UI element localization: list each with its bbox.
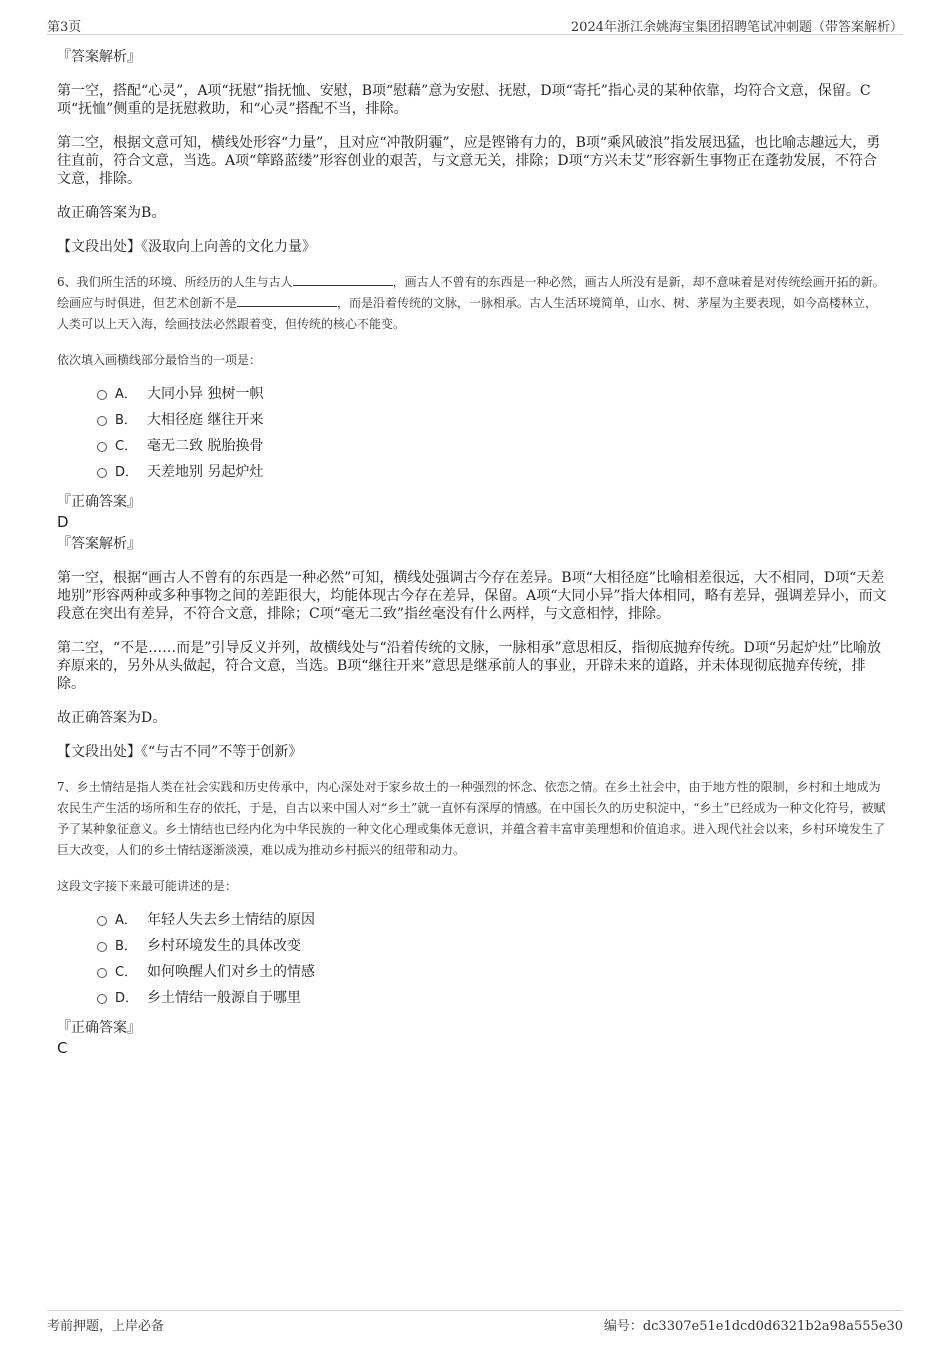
radio-icon[interactable]	[97, 468, 107, 478]
blank-line	[293, 273, 393, 286]
q5-source: 【文段出处】《汲取向上向善的文化力量》	[57, 239, 316, 255]
q5-conclusion: 故正确答案为B。	[57, 205, 166, 221]
document-title: 2024年浙江余姚海宝集团招聘笔试冲刺题（带答案解析）	[570, 20, 903, 35]
q5-analysis-paragraph-2: 第二空，根据文意可知，横线处形容“力量”，且对应“冲散阴霾”，应是铿锵有力的，B项“乘风破浪”指发展迅猛，也比喻志趣远大，勇往直前，符合文意，当选。A项“筚路蓝缕”形容创业的艰苦，与文意无关，排除；D项“方兴未艾”形容新生事物正在蓬勃发展，不符合文意，排除。	[57, 135, 881, 187]
radio-icon[interactable]	[97, 390, 107, 400]
radio-icon[interactable]	[97, 994, 107, 1004]
page-footer	[47, 1310, 903, 1335]
q7-correct-label: 『正确答案』	[57, 1020, 141, 1036]
footer-slogan: 考前押题，上岸必备	[47, 1319, 165, 1334]
q6-answer: D	[57, 513, 69, 531]
q7-option-c[interactable]: C． 如何唤醒人们对乡土的情感	[97, 959, 888, 985]
q6-correct-label: 『正确答案』	[57, 494, 141, 510]
q6-stem: 6、我们所生活的环境、所经历的人生与古人 ，画古人不曾有的东西是一种必然，画古人所没有是新，却不意味着是对传统绘画开拓的新。绘画应与时俱进，但艺术创新不是 ，而是沿着传统的文脉，一脉相承。古人生活环境简单，山水、树、茅屋为主要表现，如今高楼林立，人类可以上天入海，绘画技法必然跟着变，但传统的核心不能变。	[57, 275, 885, 331]
radio-icon[interactable]	[97, 416, 107, 426]
q7-option-d[interactable]: D． 乡土情结一般源自于哪里	[97, 985, 888, 1011]
q6-analysis-label: 『答案解析』	[57, 536, 141, 552]
q7-answer: C	[57, 1039, 68, 1057]
page-content	[57, 44, 888, 1057]
radio-icon[interactable]	[97, 942, 107, 952]
q6-analysis-paragraph-1: 第一空，根据“画古人不曾有的东西是一种必然”可知，横线处强调古今存在差异。B项“大相径庭”比喻相差很远，大不相同，D项“天差地别”形容两种或多种事物之间的差距很大，均能体现古今存在差异，保留。A项“大同小异”指大体相同，略有差异，强调差异小，而文段意在突出有差异，不符合文意，排除；C项“毫无二致”指丝毫没有什么两样，与文意相悖，排除。	[57, 570, 887, 622]
q6-options	[97, 381, 888, 485]
q7-prompt: 这段文字接下来最可能讲述的是：	[57, 879, 238, 893]
q7-option-a[interactable]: A． 年轻人失去乡土情结的原因	[97, 907, 888, 933]
q7-option-b[interactable]: B． 乡村环境发生的具体改变	[97, 933, 888, 959]
q6-option-b[interactable]: B． 大相径庭 继往开来	[97, 407, 888, 433]
q6-option-d[interactable]: D． 天差地别 另起炉灶	[97, 459, 888, 485]
q7-stem: 7、乡土情结是指人类在社会实践和历史传承中，内心深处对于家乡故土的一种强烈的怀念、依恋之情。在乡土社会中，由于地方性的限制，乡村和土地成为农民生产生活的场所和生存的依托，于是，自古以来中国人对“乡土”就一直怀有深厚的情感。在中国长久的历史积淀中，“乡土”已经成为一种文化符号，被赋予了某种象征意义。乡土情结也已经内化为中华民族的一种文化心理或集体无意识，并蕴含着丰富审美理想和价值追求。进入现代社会以来，乡村环境发生了巨大改变，人们的乡土情结逐渐淡漠，难以成为推动乡村振兴的纽带和动力。	[57, 780, 886, 857]
blank-line	[237, 294, 337, 307]
q6-analysis-paragraph-2: 第二空，“不是……而是”引导反义并列，故横线处与“沿着传统的文脉，一脉相承”意思相反，指彻底抛弃传统。D项“另起炉灶”比喻放弃原来的，另外从头做起，符合文意，当选。B项“继往开来”意思是继承前人的事业，开辟未来的道路，并未体现彻底抛弃传统，排除。	[57, 640, 882, 692]
document-code: 编号：dc3307e51e1dcd0d6321b2a98a555e30	[603, 1319, 903, 1334]
radio-icon[interactable]	[97, 916, 107, 926]
q5-analysis-label: 『答案解析』	[57, 49, 141, 65]
page-header	[47, 14, 903, 35]
q7-options	[97, 907, 888, 1011]
radio-icon[interactable]	[97, 442, 107, 452]
q5-analysis-paragraph-1: 第一空，搭配“心灵”，A项“抚慰”指抚恤、安慰，B项“慰藉”意为安慰、抚慰，D项“寄托”指心灵的某种依靠，均符合文意，保留。C项“抚恤”侧重的是抚慰救助，和“心灵”搭配不当，排除。	[57, 83, 871, 117]
q6-option-a[interactable]: A． 大同小异 独树一帜	[97, 381, 888, 407]
q6-conclusion: 故正确答案为D。	[57, 710, 167, 726]
q6-source: 【文段出处】《“与古不同”不等于创新》	[57, 744, 303, 760]
q6-prompt: 依次填入画横线部分最恰当的一项是：	[57, 353, 262, 367]
radio-icon[interactable]	[97, 968, 107, 978]
q6-option-c[interactable]: C． 毫无二致 脱胎换骨	[97, 433, 888, 459]
page-number: 第3页	[47, 20, 82, 35]
